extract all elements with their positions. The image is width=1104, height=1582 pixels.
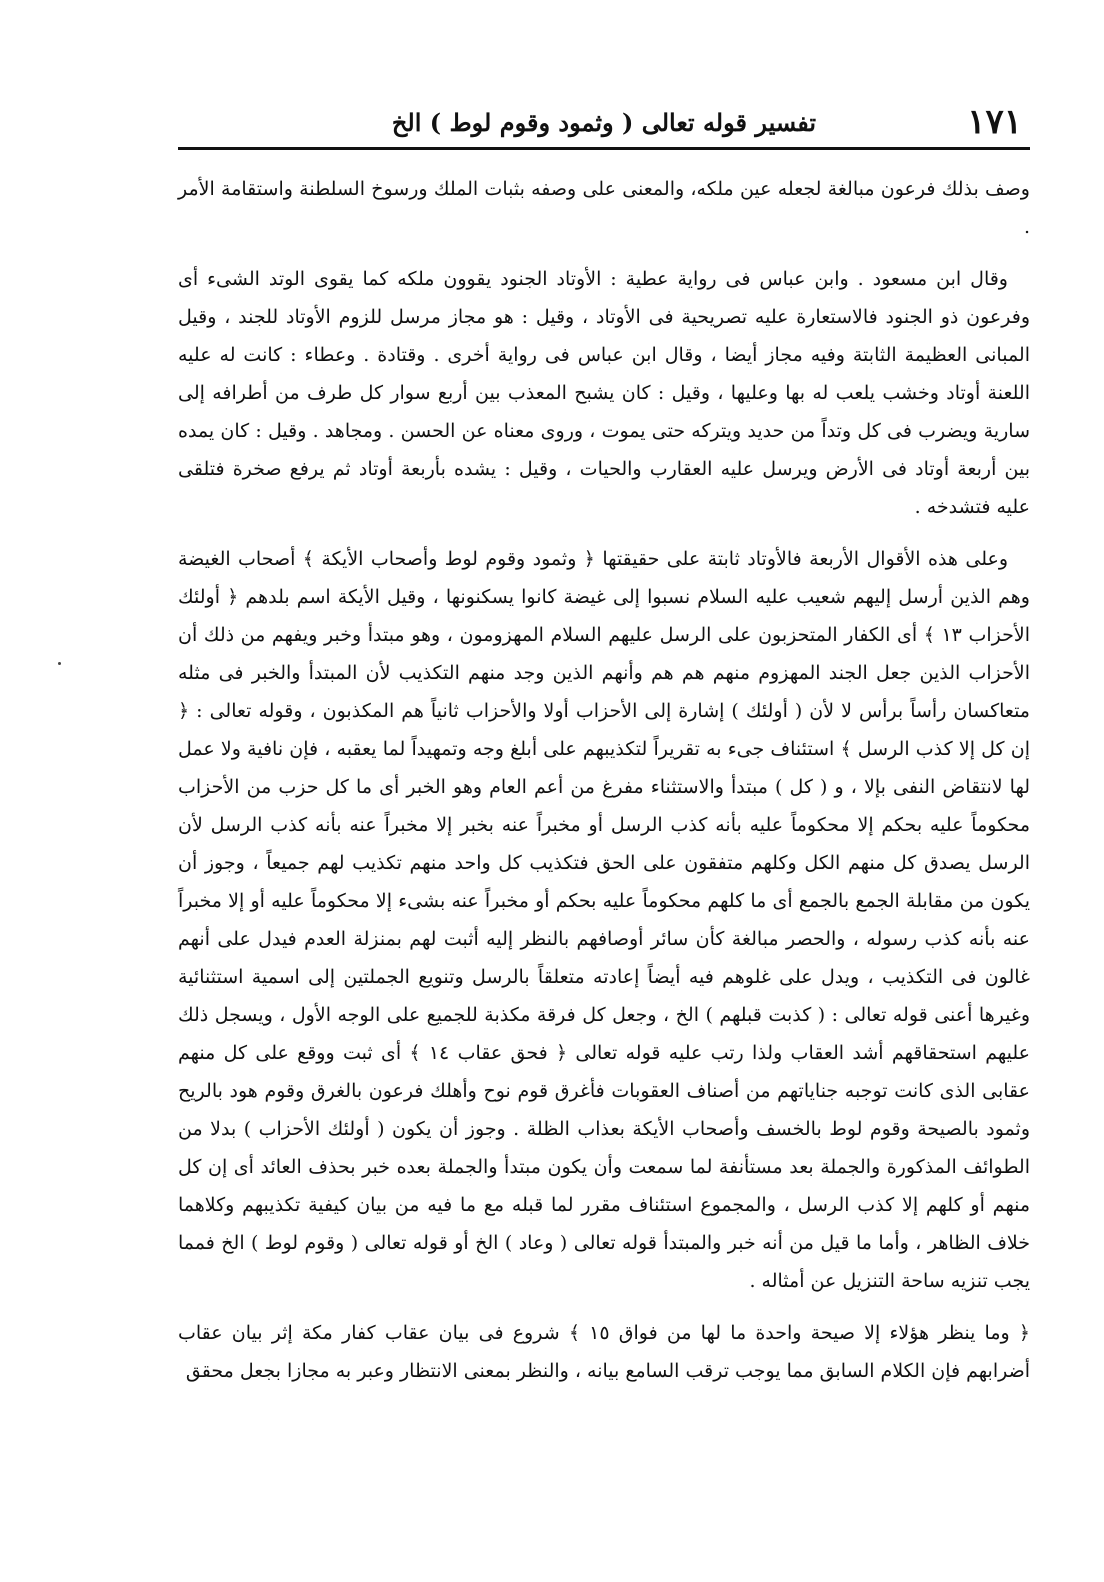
page-number: ١٧١ [967,102,1022,142]
paragraph: وقال ابن مسعود . وابن عباس فى رواية عطية : الأوتاد الجنود يقوون ملكه كما يقوى الوتد الشىء أى وفرعون ذو الجنود فالاستعارة عليه تصريحية فى الأوتاد ، وقيل : هو مجاز مرسل للزوم الأوتاد للجند ، وقيل المبانى العظيمة الثابتة وفيه مجاز أيضا ، وقال ابن عباس فى رواية أخرى . وقتادة . وعطاء : كانت له عليه اللعنة أوتاد وخشب يلعب له بها وعليها ، وقيل : كان يشبح المعذب بين أربع سوار كل طرف من أطرافه إلى سارية ويضرب فى كل وتداً من حديد ويتركه حتى يموت ، وروى معناه عن الحسن . ومجاهد . وقيل : كان يمده بين أربعة أوتاد فى الأرض ويرسل عليه العقارب والحيات ، وقيل : يشده بأربعة أوتاد ثم يرفع صخرة فتلقى عليه فتشدخه . [178,268,1030,518]
body-text [178,170,1030,1390]
paragraph: ﴿ وما ينظر هؤلاء إلا صيحة واحدة ما لها من فواق ١٥ ﴾ شروع فى بيان عقاب كفار مكة إثر بيان عقاب أضرابهم فإن الكلام السابق مما يوجب ترقب السامع بيانه ، والنظر بمعنى الانتظار وعبر به مجازا بجعل محقق [178,1322,1031,1382]
page-header [178,96,1030,152]
running-title: تفسير قوله تعالى ( وثمود وقوم لوط ) الخ [391,108,817,137]
paragraph: وعلى هذه الأقوال الأربعة فالأوتاد ثابتة على حقيقتها ﴿ وثمود وقوم لوط وأصحاب الأيكة ﴾ أصحاب الغيضة وهم الذين أرسل إليهم شعيب عليه السلام نسبوا إلى غيضة كانوا يسكنونها ، وقيل الأيكة اسم بلدهم ﴿ أولئك الأحزاب ١٣ ﴾ أى الكفار المتحزبون على الرسل عليهم السلام المهزومون ، وهو مبتدأ وخبر ويفهم من ذلك أن الأحزاب الذين جعل الجند المهزوم منهم هم هم وأنهم الذين وجد منهم التكذيب لأن المبتدأ والخبر فى مثله متعاكسان رأساً برأس لا لأن ( أولئك ) إشارة إلى الأحزاب أولا والأحزاب ثانياً هم المكذبون ، وقوله تعالى : ﴿ إن كل إلا كذب الرسل ﴾ استئناف جىء به تقريراً لتكذيبهم على أبلغ وجه وتمهيداً لما يعقبه ، فإن نافية ولا عمل لها لانتقاض النفى بإلا ، و ( كل ) مبتدأ والاستثناء مفرغ من أعم العام وهو الخبر أى ما كل حزب من الأحزاب محكوماً عليه بحكم إلا محكوماً عليه بأنه كذب الرسل أو مخبراً عنه بخبر إلا مخبراً عنه بأنه كذب الرسل لأن الرسل يصدق كل منهم الكل وكلهم متفقون على الحق فتكذيب كل واحد منهم تكذيب لهم جميعاً ، وجوز أن يكون من مقابلة الجمع بالجمع أى ما كلهم محكوماً عليه بحكم أو مخبراً عنه بشىء إلا محكوماً عليه أو إلا مخبراً عنه بأنه كذب رسوله ، والحصر مبالغة كأن سائر أوصافهم بالنظر إليه أثبت لهم بمنزلة العدم فيدل على أنهم غالون فى التكذيب ، ويدل على غلوهم فيه أيضاً إعادته متعلقاً بالرسل وتنويع الجملتين إلى اسمية استثنائية وغيرها أعنى قوله تعالى : ( كذبت قبلهم ) الخ ، وجعل كل فرقة مكذبة للجميع على الوجه الأول ، ويسجل ذلك عليهم استحقاقهم أشد العقاب ولذا رتب عليه قوله تعالى ﴿ فحق عقاب ١٤ ﴾ أى ثبت ووقع على كل منهم عقابى الذى كانت توجبه جناياتهم من أصناف العقوبات فأغرق قوم نوح وأهلك فرعون بالغرق وقوم هود بالريح وثمود بالصيحة وقوم لوط بالخسف وأصحاب الأيكة بعذاب الظلة . وجوز أن يكون ( أولئك الأحزاب ) بدلا من الطوائف المذكورة والجملة بعد مستأنفة لما سمعت وأن يكون مبتدأ والجملة بعده خبر بحذف العائد أى إن كل منهم أو كلهم إلا كذب الرسل ، والمجموع استئناف مقرر لما قبله مع ما فيه من بيان كيفية تكذيبهم وكلاهما خلاف الظاهر ، وأما ما قيل من أنه خبر والمبتدأ قوله تعالى ( وعاد ) الخ أو قوله تعالى ( وقوم لوط ) الخ فمما يجب تنزيه ساحة التنزيل عن أمثاله . [178,548,1031,1292]
scan-speck [58,662,61,665]
header-rule [178,147,1030,150]
paragraph: وصف بذلك فرعون مبالغة لجعله عين ملكه، والمعنى على وصفه بثبات الملك ورسوخ السلطنة واستقامة الأمر . [178,178,1030,238]
book-page [178,96,1030,1404]
